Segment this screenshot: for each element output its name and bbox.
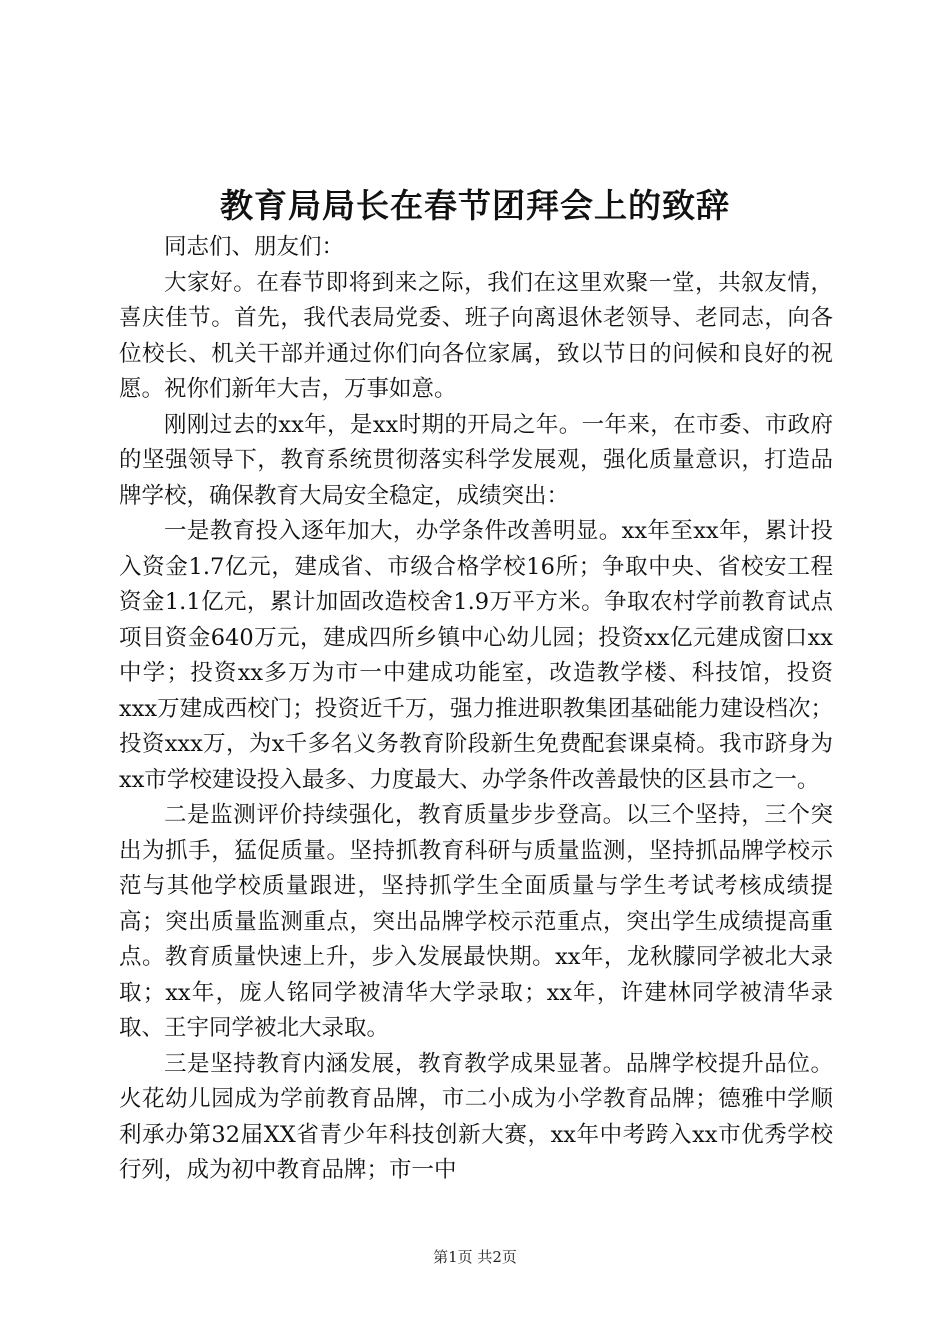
document-body [119,230,833,1189]
page-number-footer: 第1页 共2页 [433,1248,517,1266]
paragraph-greeting: 大家好。在春节即将到来之际，我们在这里欢聚一堂，共叙友情，喜庆佳节。首先，我代表局党委、班子向离退休老领导、老同志，向各位校长、机关干部并通过你们向各位家属，致以节日的问候和良好的祝愿。祝你们新年大吉，万事如意。 [119,269,833,402]
paragraph-salutation: 同志们、朋友们： [164,234,345,260]
paragraph-point-three: 三是坚持教育内涵发展，教育教学成果显著。品牌学校提升品位。火花幼儿园成为学前教育品牌，市二小成为小学教育品牌；德雅中学顺利承办第32届XX省青少年科技创新大赛，xx年中考跨入xx市优秀学校行列，成为初中教育品牌；市一中 [119,1050,833,1183]
paragraph-point-one: 一是教育投入逐年加大，办学条件改善明显。xx年至xx年，累计投入资金1.7亿元，建成省、市级合格学校16所；争取中央、省校安工程资金1.1亿元，累计加固改造校舍1.9万平方米。争取农村学前教育试点项目资金640万元，建成四所乡镇中心幼儿园；投资xx亿元建成窗口xx中学；投资xx多万为市一中建成功能室，改造教学楼、科技馆，投资xxx万建成西校门；投资近千万，强力推进职教集团基础能力建设档次；投资xxx万，为x千多名义务教育阶段新生免费配套课桌椅。我市跻身为xx市学校建设投入最多、力度最大、办学条件改善最快的区县市之一。 [119,518,833,793]
paragraph-review: 刚刚过去的xx年，是xx时期的开局之年。一年来，在市委、市政府的坚强领导下，教育系统贯彻落实科学发展观，强化质量意识，打造品牌学校，确保教育大局安全稳定，成绩突出： [119,411,833,509]
paragraph-point-two: 二是监测评价持续强化，教育质量步步登高。以三个坚持，三个突出为抓手，猛促质量。坚持抓教育科研与质量监测，坚持抓品牌学校示范与其他学校质量跟进，坚持抓学生全面质量与学生考试考核成绩提高；突出质量监测重点，突出品牌学校示范重点，突出学生成绩提高重点。教育质量快速上升，步入发展最快期。xx年，龙秋朦同学被北大录取；xx年，庞人铭同学被清华大学录取；xx年，许建林同学被清华录取、王宇同学被北大录取。 [119,802,833,1041]
document-title: 教育局局长在春节团拜会上的致辞 [220,186,730,225]
